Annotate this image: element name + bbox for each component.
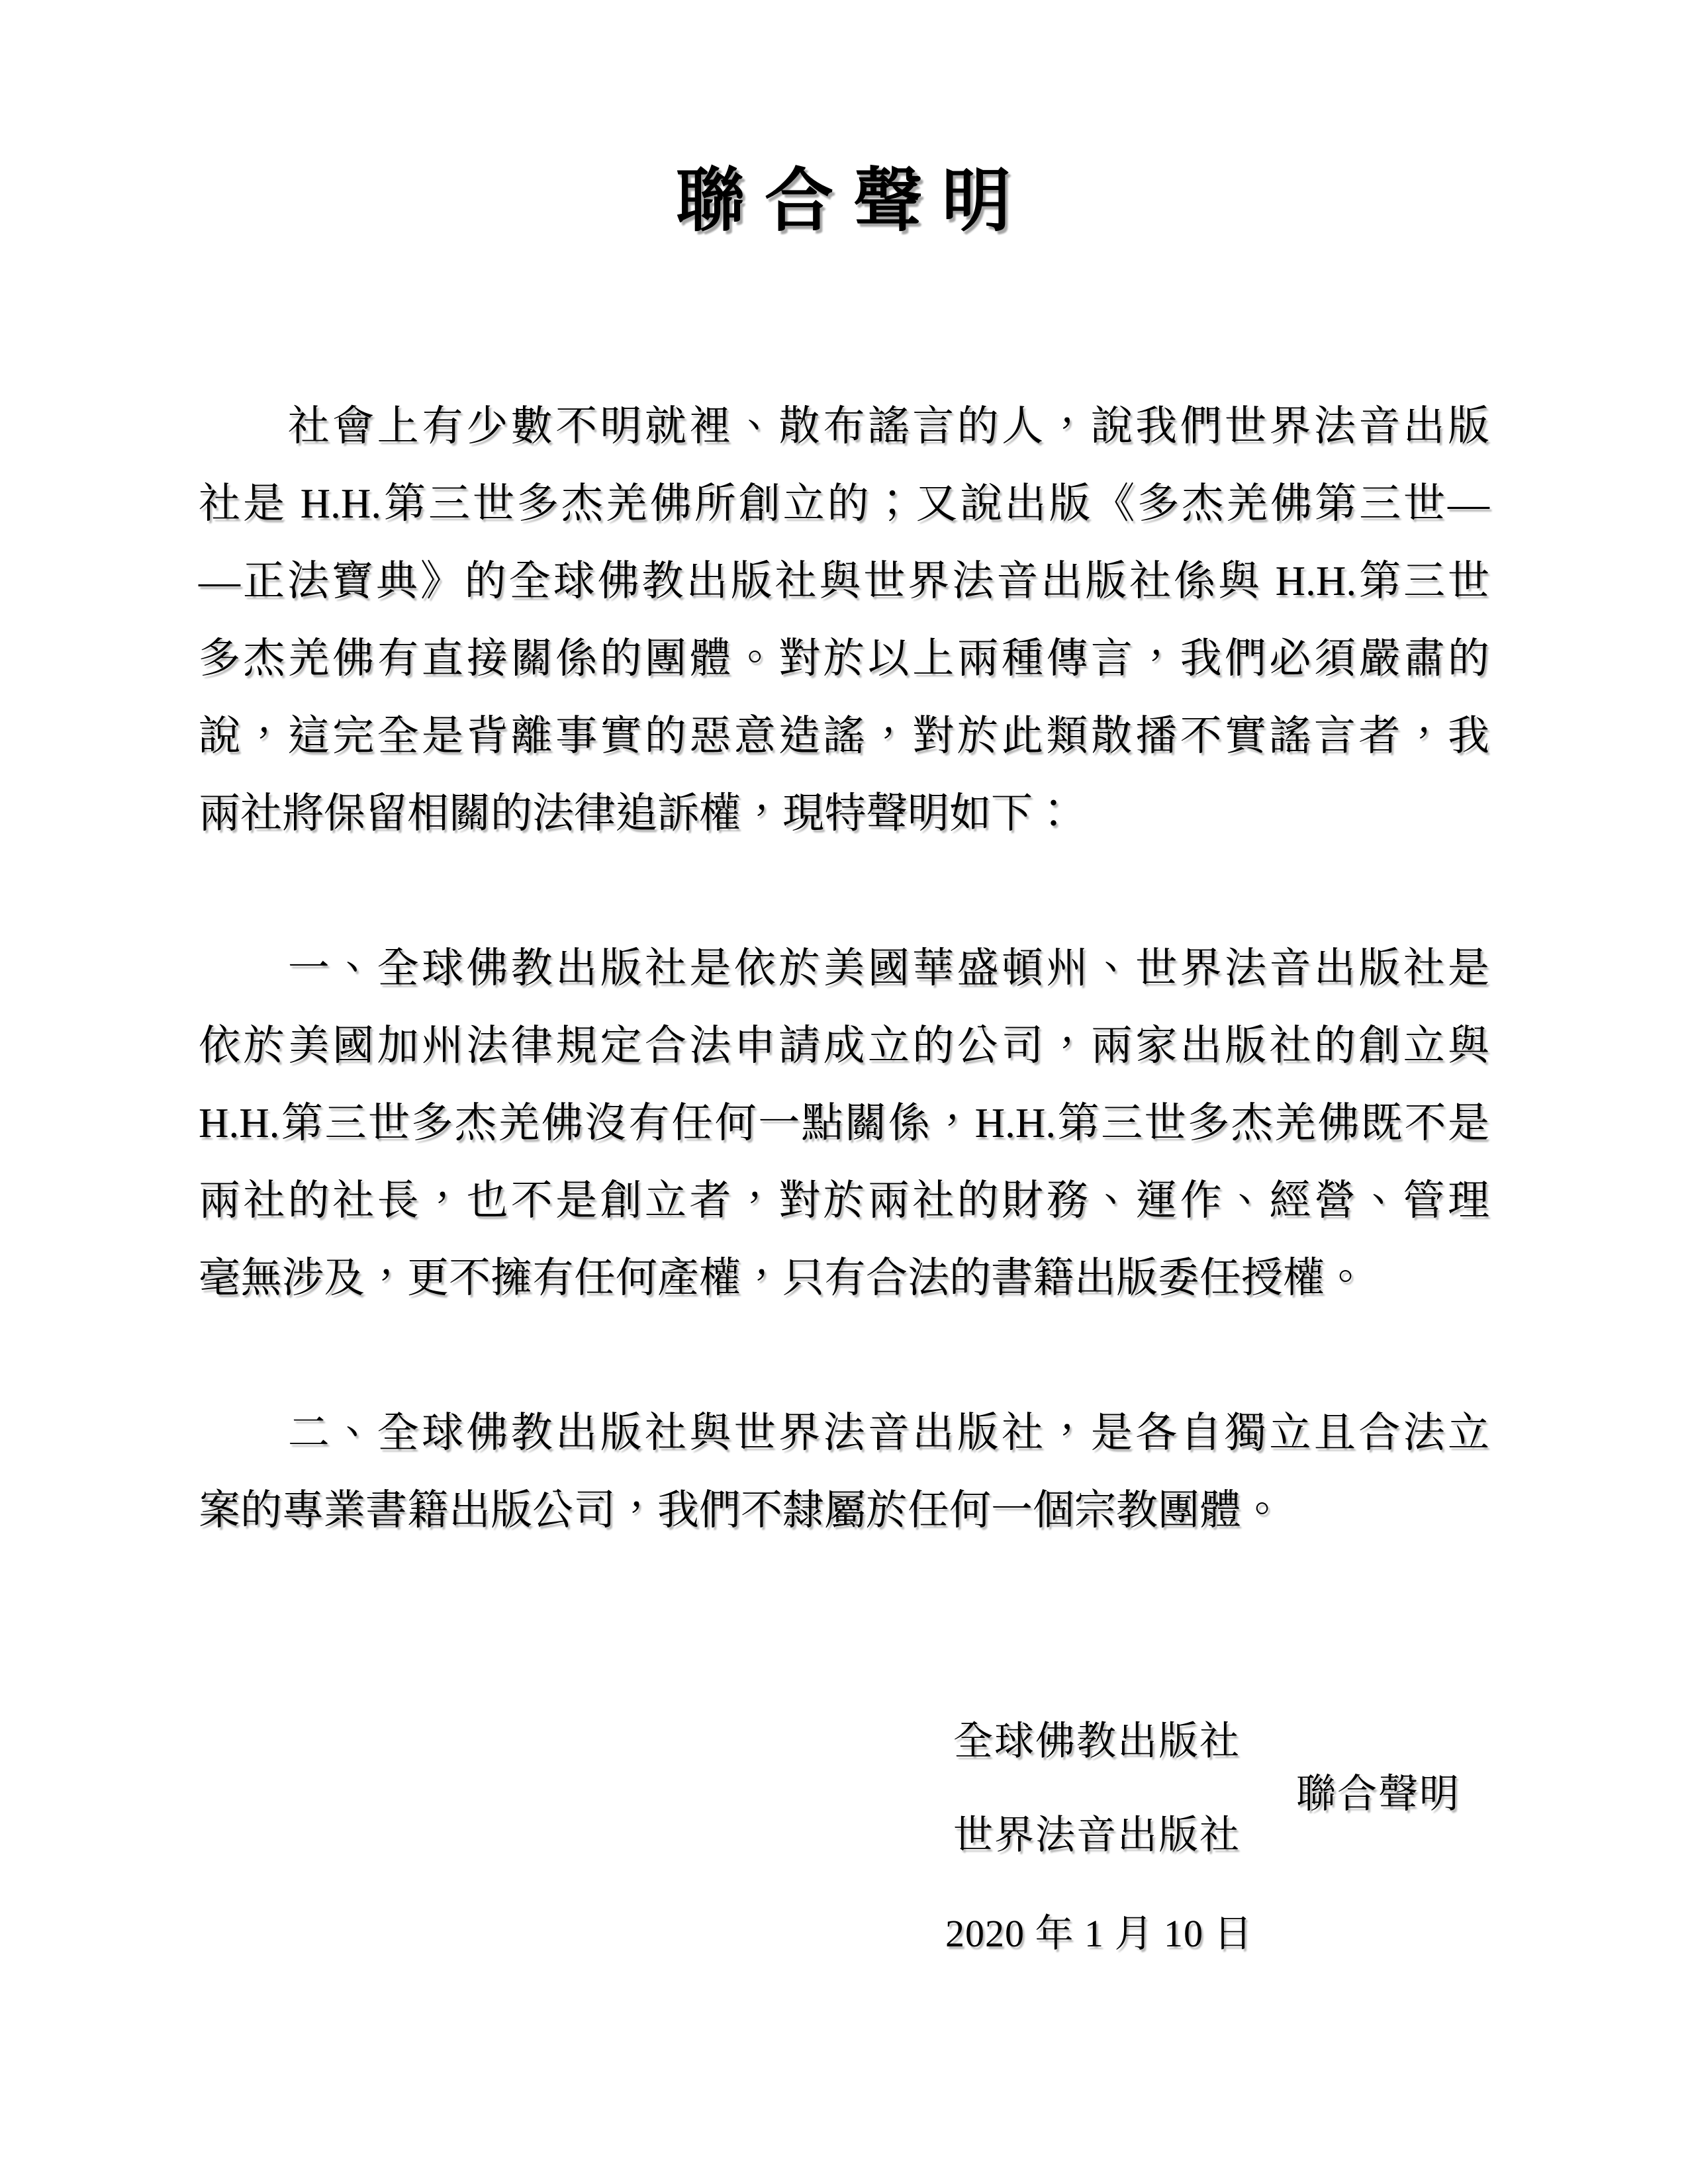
page-title: 聯 合 聲 明	[675, 163, 1012, 240]
body-line: H.H.第三世多杰羌佛沒有任何一點關係，H.H.第三世多杰羌佛既不是	[199, 1100, 1489, 1146]
body-line: 社是 H.H.第三世多杰羌佛所創立的；又說出版《多杰羌佛第三世—	[199, 480, 1489, 527]
signature-org-2: 世界法音出版社	[953, 1813, 1241, 1857]
paragraph-2	[199, 930, 1489, 1317]
signature-org-1: 全球佛教出版社	[953, 1719, 1241, 1763]
body-line: 毫無涉及，更不擁有任何產權，只有合法的書籍出版委任授權。	[199, 1255, 1366, 1301]
paragraph-3	[199, 1394, 1489, 1549]
body-line: 說，這完全是背離事實的惡意造謠，對於此類散播不實謠言者，我	[199, 713, 1489, 759]
body-line: 兩社的社長，也不是創立者，對於兩社的財務、運作、經營、管理	[199, 1177, 1489, 1224]
paragraph-1	[199, 388, 1489, 852]
body-line: 案的專業書籍出版公司，我們不隸屬於任何一個宗教團體。	[199, 1487, 1283, 1533]
body-line: 一、全球佛教出版社是依於美國華盛頓州、世界法音出版社是	[199, 945, 1489, 991]
signature-joint-label: 聯合聲明	[1296, 1772, 1460, 1816]
signature-date: 2020 年 1 月 10 日	[945, 1912, 1253, 1955]
body-line: 多杰羌佛有直接關係的團體。對於以上兩種傳言，我們必須嚴肅的	[199, 635, 1489, 682]
body-line: —正法寶典》的全球佛教出版社與世界法音出版社係與 H.H.第三世	[199, 558, 1489, 604]
body-line: 兩社將保留相關的法律追訴權，現特聲明如下：	[199, 790, 1074, 837]
body-line: 二、全球佛教出版社與世界法音出版社，是各自獨立且合法立	[199, 1410, 1489, 1456]
document-body	[199, 388, 1489, 1549]
body-line: 依於美國加州法律規定合法申請成立的公司，兩家出版社的創立與	[199, 1023, 1489, 1069]
body-line: 社會上有少數不明就裡、散布謠言的人，說我們世界法音出版	[199, 403, 1489, 449]
